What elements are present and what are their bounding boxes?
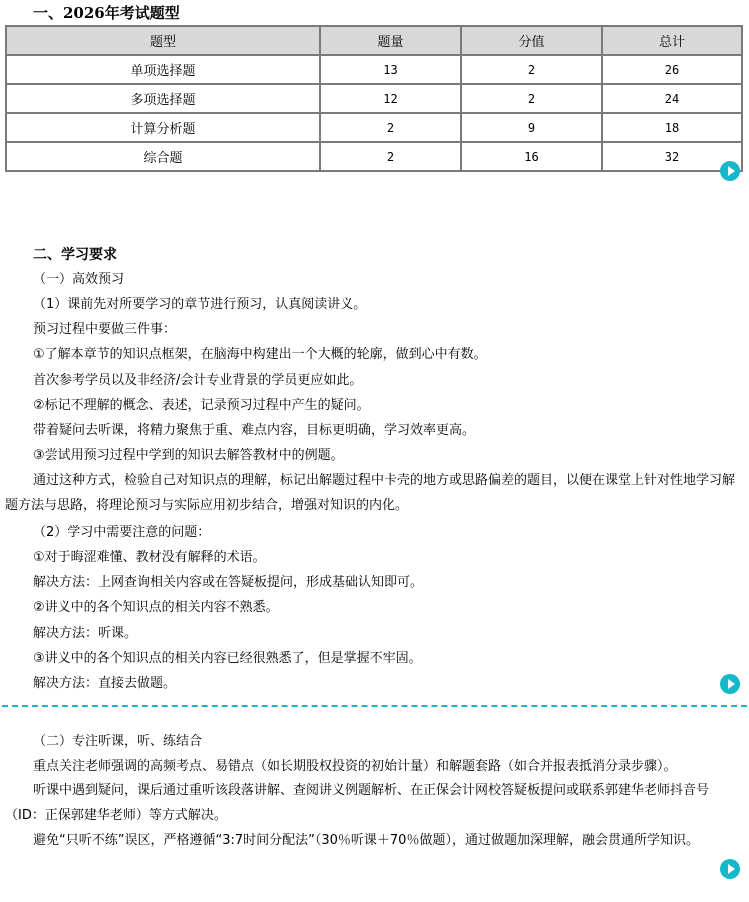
table-cell: 18	[602, 113, 742, 142]
table-row	[6, 55, 742, 84]
table-row	[6, 84, 742, 113]
paragraph: 避免“只听不练”误区，严格遵循“3:7时间分配法”（30％听课＋70％做题），通过做题加深理解，融会贯通所学知识。	[33, 833, 699, 848]
play-circle-icon[interactable]	[720, 674, 740, 694]
table-header: 题型	[6, 26, 320, 55]
section-title-exam-types: 一、2026年考试题型	[33, 4, 180, 22]
subsection-title: （二）专注听课，听、练结合	[33, 734, 203, 749]
table-cell: 2	[320, 113, 461, 142]
table-cell: 32	[602, 142, 742, 171]
play-circle-icon[interactable]	[720, 859, 740, 879]
table-cell: 计算分析题	[6, 113, 320, 142]
table-cell: 单项选择题	[6, 55, 320, 84]
text-line: ③尝试用预习过程中学到的知识去解答教材中的例题。	[33, 448, 344, 463]
table-cell: 多项选择题	[6, 84, 320, 113]
table-cell: 2	[461, 55, 602, 84]
table-cell: 2	[461, 84, 602, 113]
table-header: 题量	[320, 26, 461, 55]
table-header-row	[6, 26, 742, 55]
table-cell: 24	[602, 84, 742, 113]
table-cell: 9	[461, 113, 602, 142]
text-line: 解决方法：上网查询相关内容或在答疑板提问，形成基础认知即可。	[33, 575, 424, 590]
text-line: 预习过程中要做三件事：	[33, 322, 177, 337]
text-line: 解决方法：听课。	[33, 626, 138, 641]
table-row	[6, 113, 742, 142]
table-row	[6, 142, 742, 171]
text-line: 带着疑问去听课，将精力聚焦于重、难点内容，目标更明确，学习效率更高。	[33, 423, 476, 438]
table-cell: 16	[461, 142, 602, 171]
table-cell: 26	[602, 55, 742, 84]
text-line: （1）课前先对所要学习的章节进行预习，认真阅读讲义。	[33, 297, 367, 312]
text-line: ③讲义中的各个知识点的相关内容已经很熟悉了，但是掌握不牢固。	[33, 651, 422, 666]
subsection-title: （2）学习中需要注意的问题：	[33, 525, 211, 540]
section-title-study-requirements: 二、学习要求	[33, 247, 117, 263]
subsection-title: （一）高效预习	[33, 272, 125, 287]
table-cell: 综合题	[6, 142, 320, 171]
dashed-divider	[2, 705, 747, 707]
exam-types-table	[5, 25, 743, 172]
text-line: 重点关注老师强调的高频考点、易错点（如长期股权投资的初始计量）和解题套路（如合并报表抵消分录步骤）。	[33, 759, 677, 774]
text-line: ①对于晦涩难懂、教材没有解释的术语。	[33, 550, 266, 565]
text-line: ②讲义中的各个知识点的相关内容不熟悉。	[33, 600, 279, 615]
play-circle-icon[interactable]	[720, 161, 740, 181]
table-cell: 12	[320, 84, 461, 113]
text-line: 首次参考学员以及非经济/会计专业背景的学员更应如此。	[33, 373, 363, 388]
paragraph: 通过这种方式，检验自己对知识点的理解，标记出解题过程中卡壳的地方或思路偏差的题目，以便在课堂上针对性地学习解题方法与思路，将理论预习与实际应用初步结合，增强对知识的内化。	[5, 473, 736, 513]
text-line: ①了解本章节的知识点框架，在脑海中构建出一个大概的轮廓，做到心中有数。	[33, 347, 487, 362]
table-cell: 13	[320, 55, 461, 84]
text-line: ②标记不理解的概念、表述，记录预习过程中产生的疑问。	[33, 398, 370, 413]
text-line: 解决方法：直接去做题。	[33, 676, 177, 691]
table-header: 总计	[602, 26, 742, 55]
table-header: 分值	[461, 26, 602, 55]
table-cell: 2	[320, 142, 461, 171]
paragraph: 听课中遇到疑问，课后通过重听该段落讲解、查阅讲义例题解析、在正保会计网校答疑板提问或联系郭建华老师抖音号（ID：正保郭建华老师）等方式解决。	[5, 783, 710, 823]
